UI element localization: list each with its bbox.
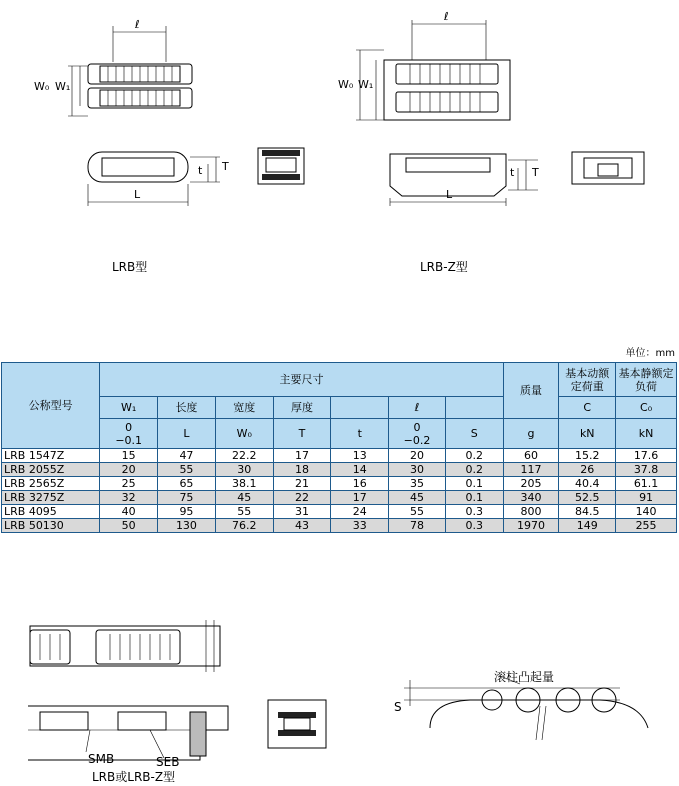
value-cell: 18 [273, 463, 331, 477]
value-cell: 0.1 [445, 491, 503, 505]
value-cell: 91 [616, 491, 677, 505]
header-dyn-load: 基本动额定荷重 [559, 363, 616, 397]
value-cell: 32 [100, 491, 158, 505]
model-cell: LRB 4095 [2, 505, 100, 519]
header-main-dims: 主要尺寸 [100, 363, 503, 397]
value-cell: 130 [158, 519, 216, 533]
lrb-L-label: L [134, 188, 141, 201]
value-cell: 45 [215, 491, 273, 505]
value-cell: 140 [616, 505, 677, 519]
value-cell: 0.3 [445, 505, 503, 519]
header-w1-sym: W₁ [100, 397, 158, 419]
header-w1-tol: 0 −0.1 [100, 419, 158, 449]
value-cell: 149 [559, 519, 616, 533]
lrb-w1-label: W₁ [55, 80, 71, 93]
header-dyn-unit: kN [559, 419, 616, 449]
value-cell: 16 [331, 477, 389, 491]
value-cell: 26 [559, 463, 616, 477]
header-static-sym: C₀ [616, 397, 677, 419]
value-cell: 84.5 [559, 505, 616, 519]
seb-label: SEB [156, 755, 180, 769]
value-cell: 61.1 [616, 477, 677, 491]
model-cell: LRB 3275Z [2, 491, 100, 505]
model-cell: LRB 2055Z [2, 463, 100, 477]
header-W0-sym: W₀ [215, 419, 273, 449]
header-L-sym: L [158, 419, 216, 449]
type-note-label: LRB或LRB-Z型 [92, 770, 176, 784]
header-thickness: 厚度 [273, 397, 331, 419]
header-mass-unit: g [503, 419, 559, 449]
s-label: S [394, 700, 402, 714]
unit-note: 单位：mm [625, 348, 675, 359]
value-cell: 37.8 [616, 463, 677, 477]
lrbz-w0-label: W₀ [338, 78, 354, 91]
lrb-w0-label: W₀ [34, 80, 50, 93]
value-cell: 75 [158, 491, 216, 505]
value-cell: 13 [331, 449, 389, 463]
value-cell: 17.6 [616, 449, 677, 463]
header-model: 公称型号 [2, 363, 100, 449]
value-cell: 20 [389, 449, 446, 463]
lrb-t-label: t [198, 164, 203, 177]
value-cell: 22.2 [215, 449, 273, 463]
header-dyn-sym: C [559, 397, 616, 419]
header-static-load: 基本静额定负荷 [616, 363, 677, 397]
value-cell: 21 [273, 477, 331, 491]
value-cell: 52.5 [559, 491, 616, 505]
value-cell: 17 [331, 491, 389, 505]
lrbz-caption: LRB-Z型 [420, 260, 468, 274]
header-static-unit: kN [616, 419, 677, 449]
lrb-l-label: ℓ [135, 18, 140, 31]
value-cell: 31 [273, 505, 331, 519]
model-cell: LRB 1547Z [2, 449, 100, 463]
model-cell: LRB 2565Z [2, 477, 100, 491]
value-cell: 40 [100, 505, 158, 519]
value-cell: 22 [273, 491, 331, 505]
value-cell: 33 [331, 519, 389, 533]
value-cell: 50 [100, 519, 158, 533]
value-cell: 20 [100, 463, 158, 477]
value-cell: 117 [503, 463, 559, 477]
lrb-T-label: T [222, 160, 229, 173]
value-cell: 0.2 [445, 463, 503, 477]
value-cell: 78 [389, 519, 446, 533]
value-cell: 45 [389, 491, 446, 505]
header-S-sym: S [445, 419, 503, 449]
value-cell: 30 [215, 463, 273, 477]
value-cell: 38.1 [215, 477, 273, 491]
value-cell: 30 [389, 463, 446, 477]
header-l-sym: ℓ [389, 397, 446, 419]
header-t-sym: t [331, 419, 389, 449]
value-cell: 35 [389, 477, 446, 491]
value-cell: 25 [100, 477, 158, 491]
lrb-caption: LRB型 [112, 260, 148, 274]
value-cell: 15.2 [559, 449, 616, 463]
value-cell: 60 [503, 449, 559, 463]
value-cell: 15 [100, 449, 158, 463]
header-T-sym: T [273, 419, 331, 449]
value-cell: 55 [158, 463, 216, 477]
value-cell: 0.1 [445, 477, 503, 491]
roller-bump-label: 滚柱凸起量 [494, 670, 555, 684]
value-cell: 1970 [503, 519, 559, 533]
lrbz-l-label: ℓ [444, 10, 449, 23]
value-cell: 43 [273, 519, 331, 533]
value-cell: 95 [158, 505, 216, 519]
lrbz-L-label: L [446, 188, 453, 201]
value-cell: 800 [503, 505, 559, 519]
value-cell: 205 [503, 477, 559, 491]
value-cell: 40.4 [559, 477, 616, 491]
value-cell: 55 [389, 505, 446, 519]
value-cell: 65 [158, 477, 216, 491]
value-cell: 340 [503, 491, 559, 505]
value-cell: 0.2 [445, 449, 503, 463]
value-cell: 0.3 [445, 519, 503, 533]
smb-label: SMB [88, 752, 115, 766]
lrbz-T-label: T [532, 166, 539, 179]
value-cell: 76.2 [215, 519, 273, 533]
value-cell: 24 [331, 505, 389, 519]
header-width: 宽度 [215, 397, 273, 419]
header-l-tol: 0 −0.2 [389, 419, 446, 449]
value-cell: 55 [215, 505, 273, 519]
model-cell: LRB 50130 [2, 519, 100, 533]
value-cell: 14 [331, 463, 389, 477]
header-length: 长度 [158, 397, 216, 419]
value-cell: 47 [158, 449, 216, 463]
value-cell: 255 [616, 519, 677, 533]
header-mass: 质量 [503, 363, 559, 419]
value-cell: 17 [273, 449, 331, 463]
lrbz-t-label: t [510, 166, 515, 179]
lrbz-w1-label: W₁ [358, 78, 374, 91]
